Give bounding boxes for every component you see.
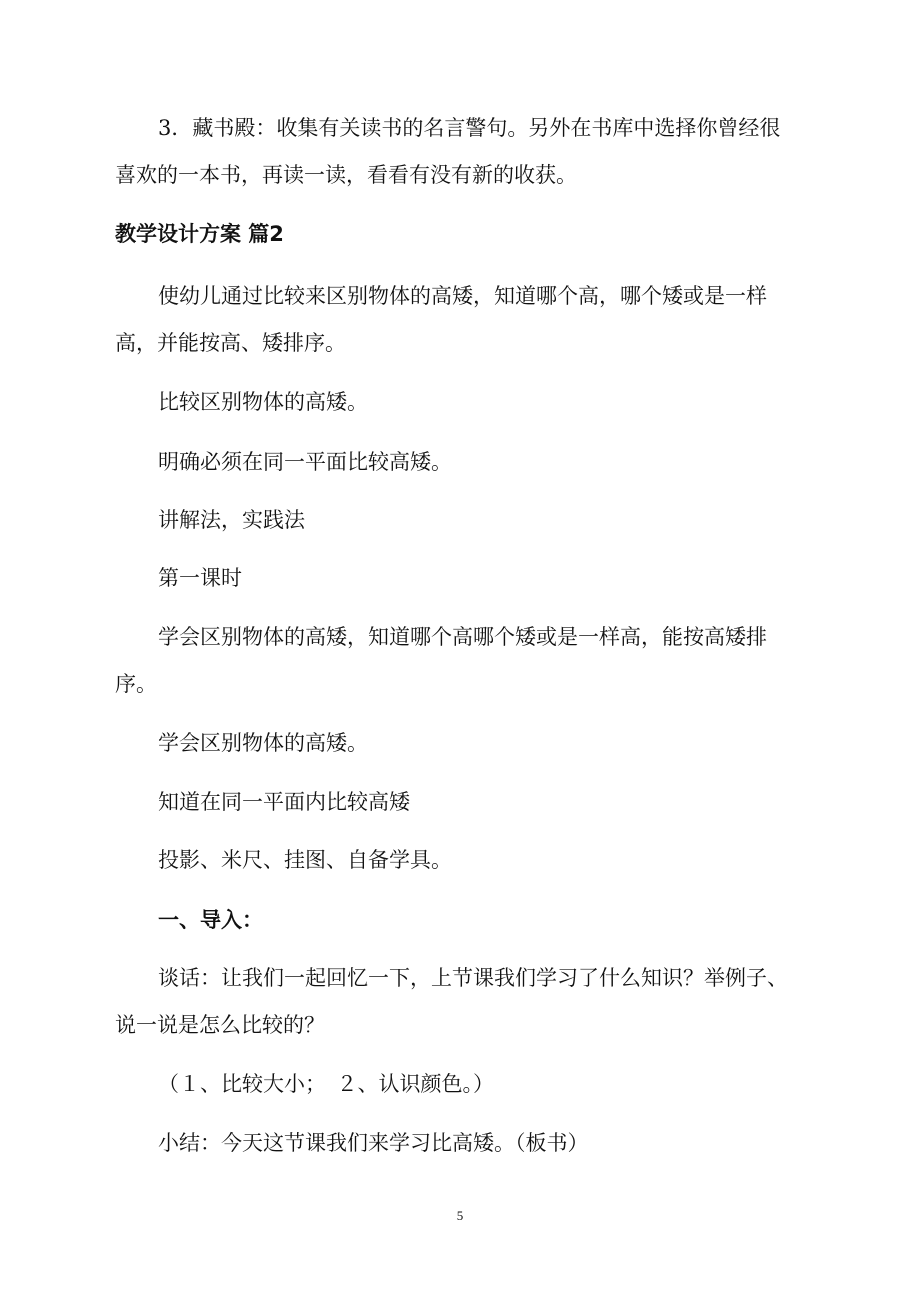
paragraph-line: 说一说是怎么比较的？ — [115, 1013, 325, 1037]
paragraph-line: 学会区别物体的高矮，知道哪个高哪个矮或是一样高，能按高矮排 — [158, 625, 767, 649]
paragraph-line: 知道在同一平面内比较高矮 — [158, 790, 410, 814]
page-number: 5 — [456, 1208, 464, 1223]
paragraph-line: 学会区别物体的高矮。 — [158, 731, 368, 755]
paragraph-line: 使幼儿通过比较来区别物体的高矮，知道哪个高，哪个矮或是一样 — [158, 284, 767, 308]
paragraph-line: 小结：今天这节课我们来学习比高矮。（板书） — [158, 1131, 589, 1155]
paragraph-line: 高，并能按高、矮排序。 — [115, 331, 346, 355]
section-heading: 教学设计方案 篇2 — [115, 222, 284, 246]
paragraph-line: 谈话：让我们一起回忆一下，上节课我们学习了什么知识？举例子、 — [158, 966, 788, 990]
paragraph-line: 序。 — [115, 672, 157, 696]
paragraph-line: （１、比较大小； ２、认识颜色。） — [158, 1072, 494, 1096]
paragraph-line: 喜欢的一本书，再读一读，看看有没有新的收获。 — [115, 163, 577, 187]
paragraph-line: 3．藏书殿：收集有关读书的名言警句。另外在书库中选择你曾经很 — [158, 116, 781, 140]
subsection-heading: 一、导入： — [158, 908, 263, 932]
paragraph-line: 讲解法，实践法 — [158, 508, 305, 532]
paragraph-line: 投影、米尺、挂图、自备学具。 — [158, 848, 452, 872]
paragraph-line: 第一课时 — [158, 566, 242, 590]
paragraph-line: 比较区别物体的高矮。 — [158, 390, 368, 414]
paragraph-line: 明确必须在同一平面比较高矮。 — [158, 450, 452, 474]
